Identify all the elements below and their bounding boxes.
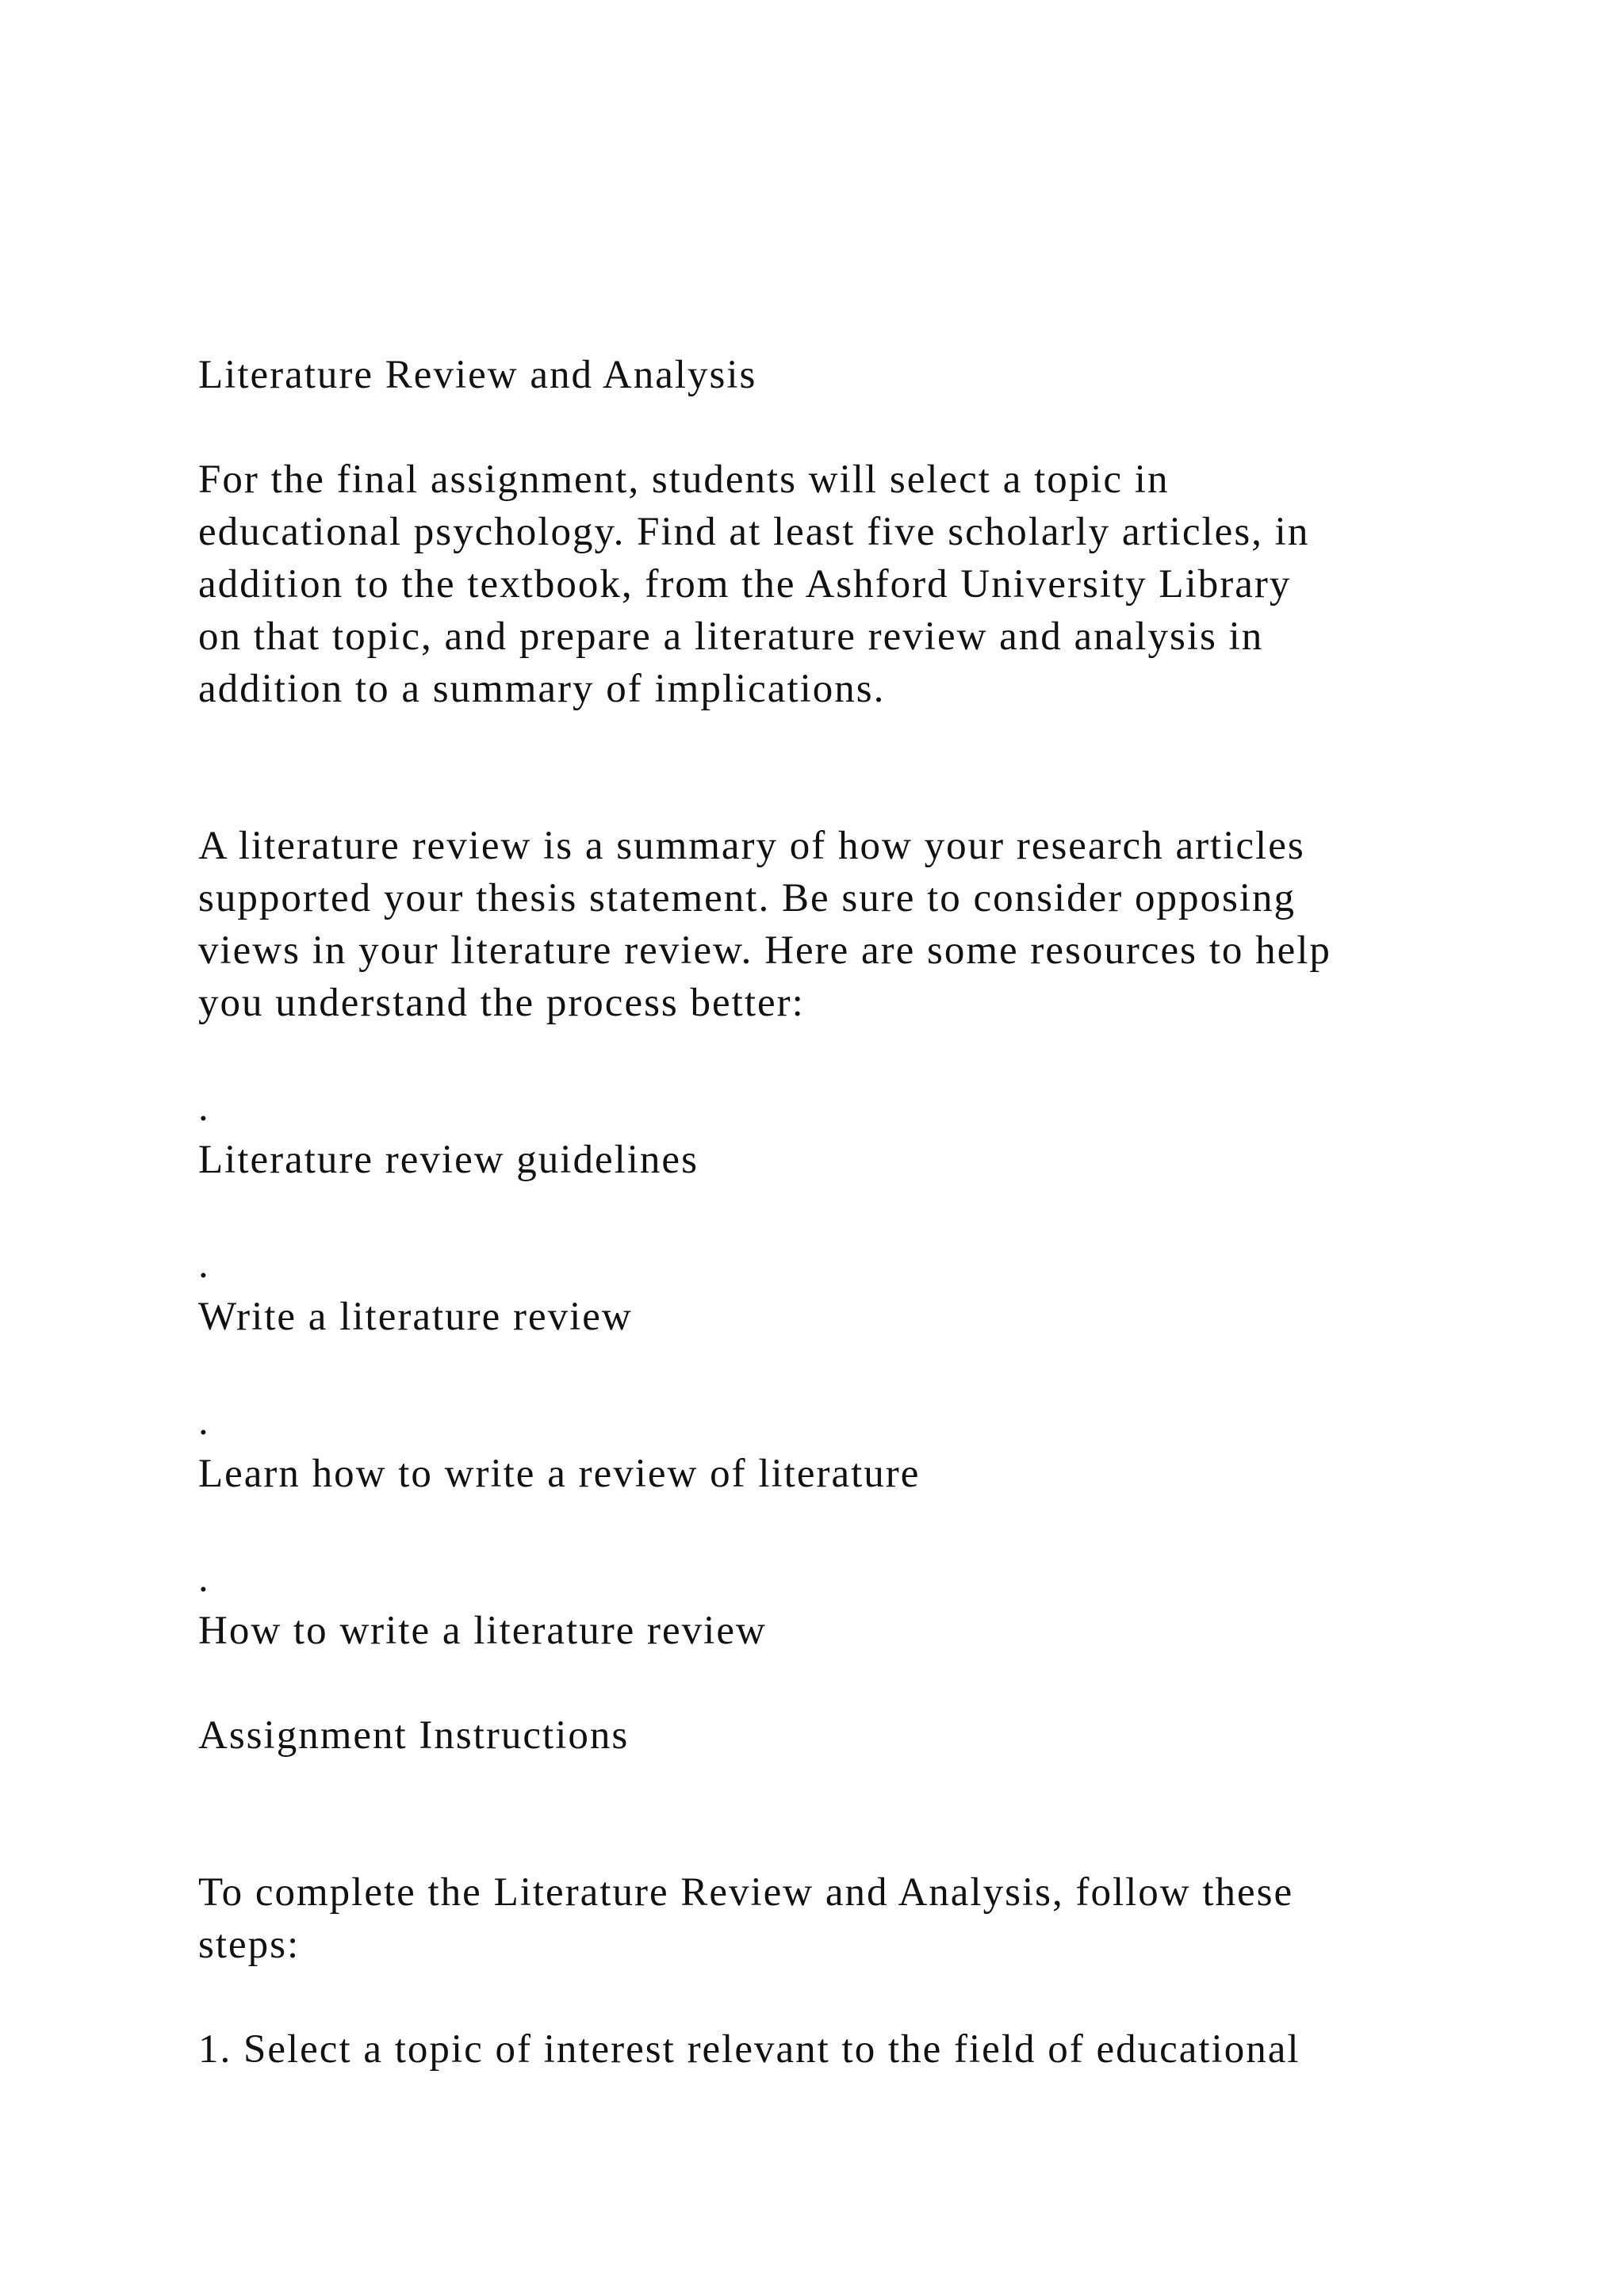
section-heading <box>198 1709 1451 1762</box>
resource-list <box>198 1395 1451 1500</box>
list-bullet: . <box>198 1556 210 1601</box>
resource-list <box>198 1081 1451 1186</box>
steps-intro-paragraph <box>198 1866 1451 1971</box>
document-body <box>198 349 1451 2076</box>
resource-list <box>198 1238 1451 1343</box>
title-line: Literature Review and Analysis <box>198 353 757 397</box>
step-text: 1. Select a topic of interest relevant to the field of educational <box>198 2027 1300 2072</box>
review-line: supported your thesis statement. Be sure to consider opposing <box>198 876 1297 920</box>
steps-intro-line: steps: <box>198 1923 301 1967</box>
intro-line: For the final assignment, students will select a topic in <box>198 457 1170 502</box>
resource-list <box>198 1552 1451 1657</box>
intro-line: addition to the textbook, from the Ashford University Library <box>198 562 1292 607</box>
resource-link[interactable]: How to write a literature review <box>198 1609 767 1653</box>
intro-line: on that topic, and prepare a literature review and analysis in <box>198 614 1264 659</box>
list-bullet: . <box>198 1242 210 1287</box>
section-heading-text: Assignment Instructions <box>198 1713 630 1758</box>
intro-paragraph <box>198 453 1451 715</box>
resource-link[interactable]: Write a literature review <box>198 1295 633 1339</box>
intro-line: educational psychology. Find at least five scholarly articles, in <box>198 510 1310 554</box>
review-line: views in your literature review. Here are some resources to help <box>198 928 1331 973</box>
list-bullet: . <box>198 1085 210 1130</box>
review-line: A literature review is a summary of how your research articles <box>198 824 1305 868</box>
steps-intro-line: To complete the Literature Review and Analysis, follow these <box>198 1870 1294 1915</box>
resource-link[interactable]: Literature review guidelines <box>198 1138 699 1182</box>
review-paragraph <box>198 820 1451 1029</box>
document-title <box>198 349 1451 401</box>
resource-link[interactable]: Learn how to write a review of literature <box>198 1452 921 1496</box>
intro-line: addition to a summary of implications. <box>198 667 886 711</box>
step-item <box>198 2023 1451 2076</box>
list-bullet: . <box>198 1399 210 1444</box>
review-line: you understand the process better: <box>198 981 805 1025</box>
